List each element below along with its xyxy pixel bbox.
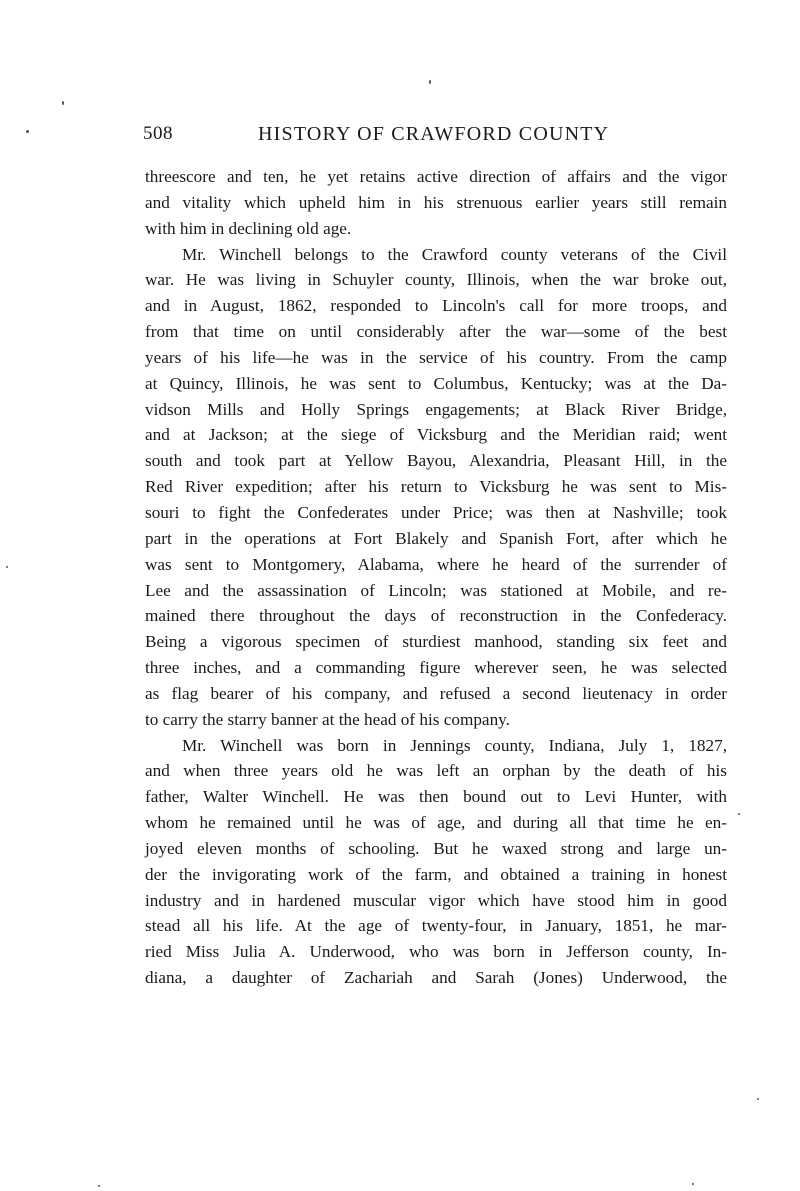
text-line: south and took part at Yellow Bayou, Alexandria, Pleasant Hill, in the: [145, 451, 727, 471]
running-title: HISTORY OF CRAWFORD COUNTY: [258, 123, 610, 145]
scan-speck: [429, 80, 431, 84]
text-line: and vitality which upheld him in his strenuous earlier years still remain: [145, 192, 727, 212]
scan-speck: [62, 101, 64, 105]
text-line: Mr. Winchell belongs to the Crawford county veterans of the Civil: [182, 244, 727, 264]
text-line: was sent to Montgomery, Alabama, where he heard of the surrender of: [145, 554, 727, 574]
text-line: joyed eleven months of schooling. But he waxed strong and large un-: [145, 838, 727, 858]
text-line: years of his life—he was in the service of his country. From the camp: [145, 347, 727, 367]
text-line: Red River expedition; after his return to Vicksburg he was sent to Mis-: [145, 477, 727, 497]
text-line: souri to fight the Confederates under Price; was then at Nashville; took: [145, 502, 727, 522]
text-line: Lee and the assassination of Lincoln; was stationed at Mobile, and re-: [145, 580, 727, 600]
text-line: vidson Mills and Holly Springs engagements; at Black River Bridge,: [145, 399, 727, 419]
text-line: war. He was living in Schuyler county, Illinois, when the war broke out,: [145, 270, 727, 290]
text-line: ried Miss Julia A. Underwood, who was born in Jefferson county, In-: [145, 942, 727, 962]
scan-speck: [692, 1183, 694, 1185]
text-line: with him in declining old age.: [145, 218, 352, 238]
text-line: mained there throughout the days of reconstruction in the Confederacy.: [145, 606, 727, 626]
scan-speck: [738, 813, 740, 815]
text-line: stead all his life. At the age of twenty-four, in January, 1851, he mar-: [145, 916, 727, 936]
text-line: as flag bearer of his company, and refused a second lieutenacy in order: [145, 683, 727, 703]
text-line: Mr. Winchell was born in Jennings county, Indiana, July 1, 1827,: [182, 735, 727, 755]
text-line: and in August, 1862, responded to Lincoln's call for more troops, and: [145, 296, 727, 316]
text-line: three inches, and a commanding figure wherever seen, he was selected: [145, 658, 727, 678]
scan-speck: [98, 1185, 100, 1187]
text-line: and when three years old he was left an orphan by the death of his: [145, 761, 727, 781]
page-header: [143, 123, 728, 153]
text-line: part in the operations at Fort Blakely and Spanish Fort, after which he: [145, 528, 727, 548]
text-line: diana, a daughter of Zachariah and Sarah (Jones) Underwood, the: [145, 968, 727, 988]
text-line: Being a vigorous specimen of sturdiest manhood, standing six feet and: [145, 632, 727, 652]
text-line: to carry the starry banner at the head of his company.: [145, 709, 510, 729]
scan-speck: [6, 566, 8, 568]
text-line: threescore and ten, he yet retains active direction of affairs and the vigor: [145, 167, 727, 186]
scan-speck: [757, 1098, 759, 1100]
page-number: 508: [143, 123, 173, 144]
text-line: der the invigorating work of the farm, and obtained a training in honest: [145, 864, 727, 884]
text-line: industry and in hardened muscular vigor which have stood him in good: [145, 890, 727, 910]
scan-speck: [26, 130, 29, 133]
body-text: [145, 164, 727, 991]
text-line: from that time on until considerably after the war—some of the best: [145, 322, 727, 342]
text-line: and at Jackson; at the siege of Vicksburg and the Meridian raid; went: [145, 425, 727, 445]
text-line: whom he remained until he was of age, and during all that time he en-: [145, 813, 727, 833]
text-line: father, Walter Winchell. He was then bound out to Levi Hunter, with: [145, 787, 727, 807]
text-line: at Quincy, Illinois, he was sent to Columbus, Kentucky; was at the Da-: [145, 373, 727, 393]
